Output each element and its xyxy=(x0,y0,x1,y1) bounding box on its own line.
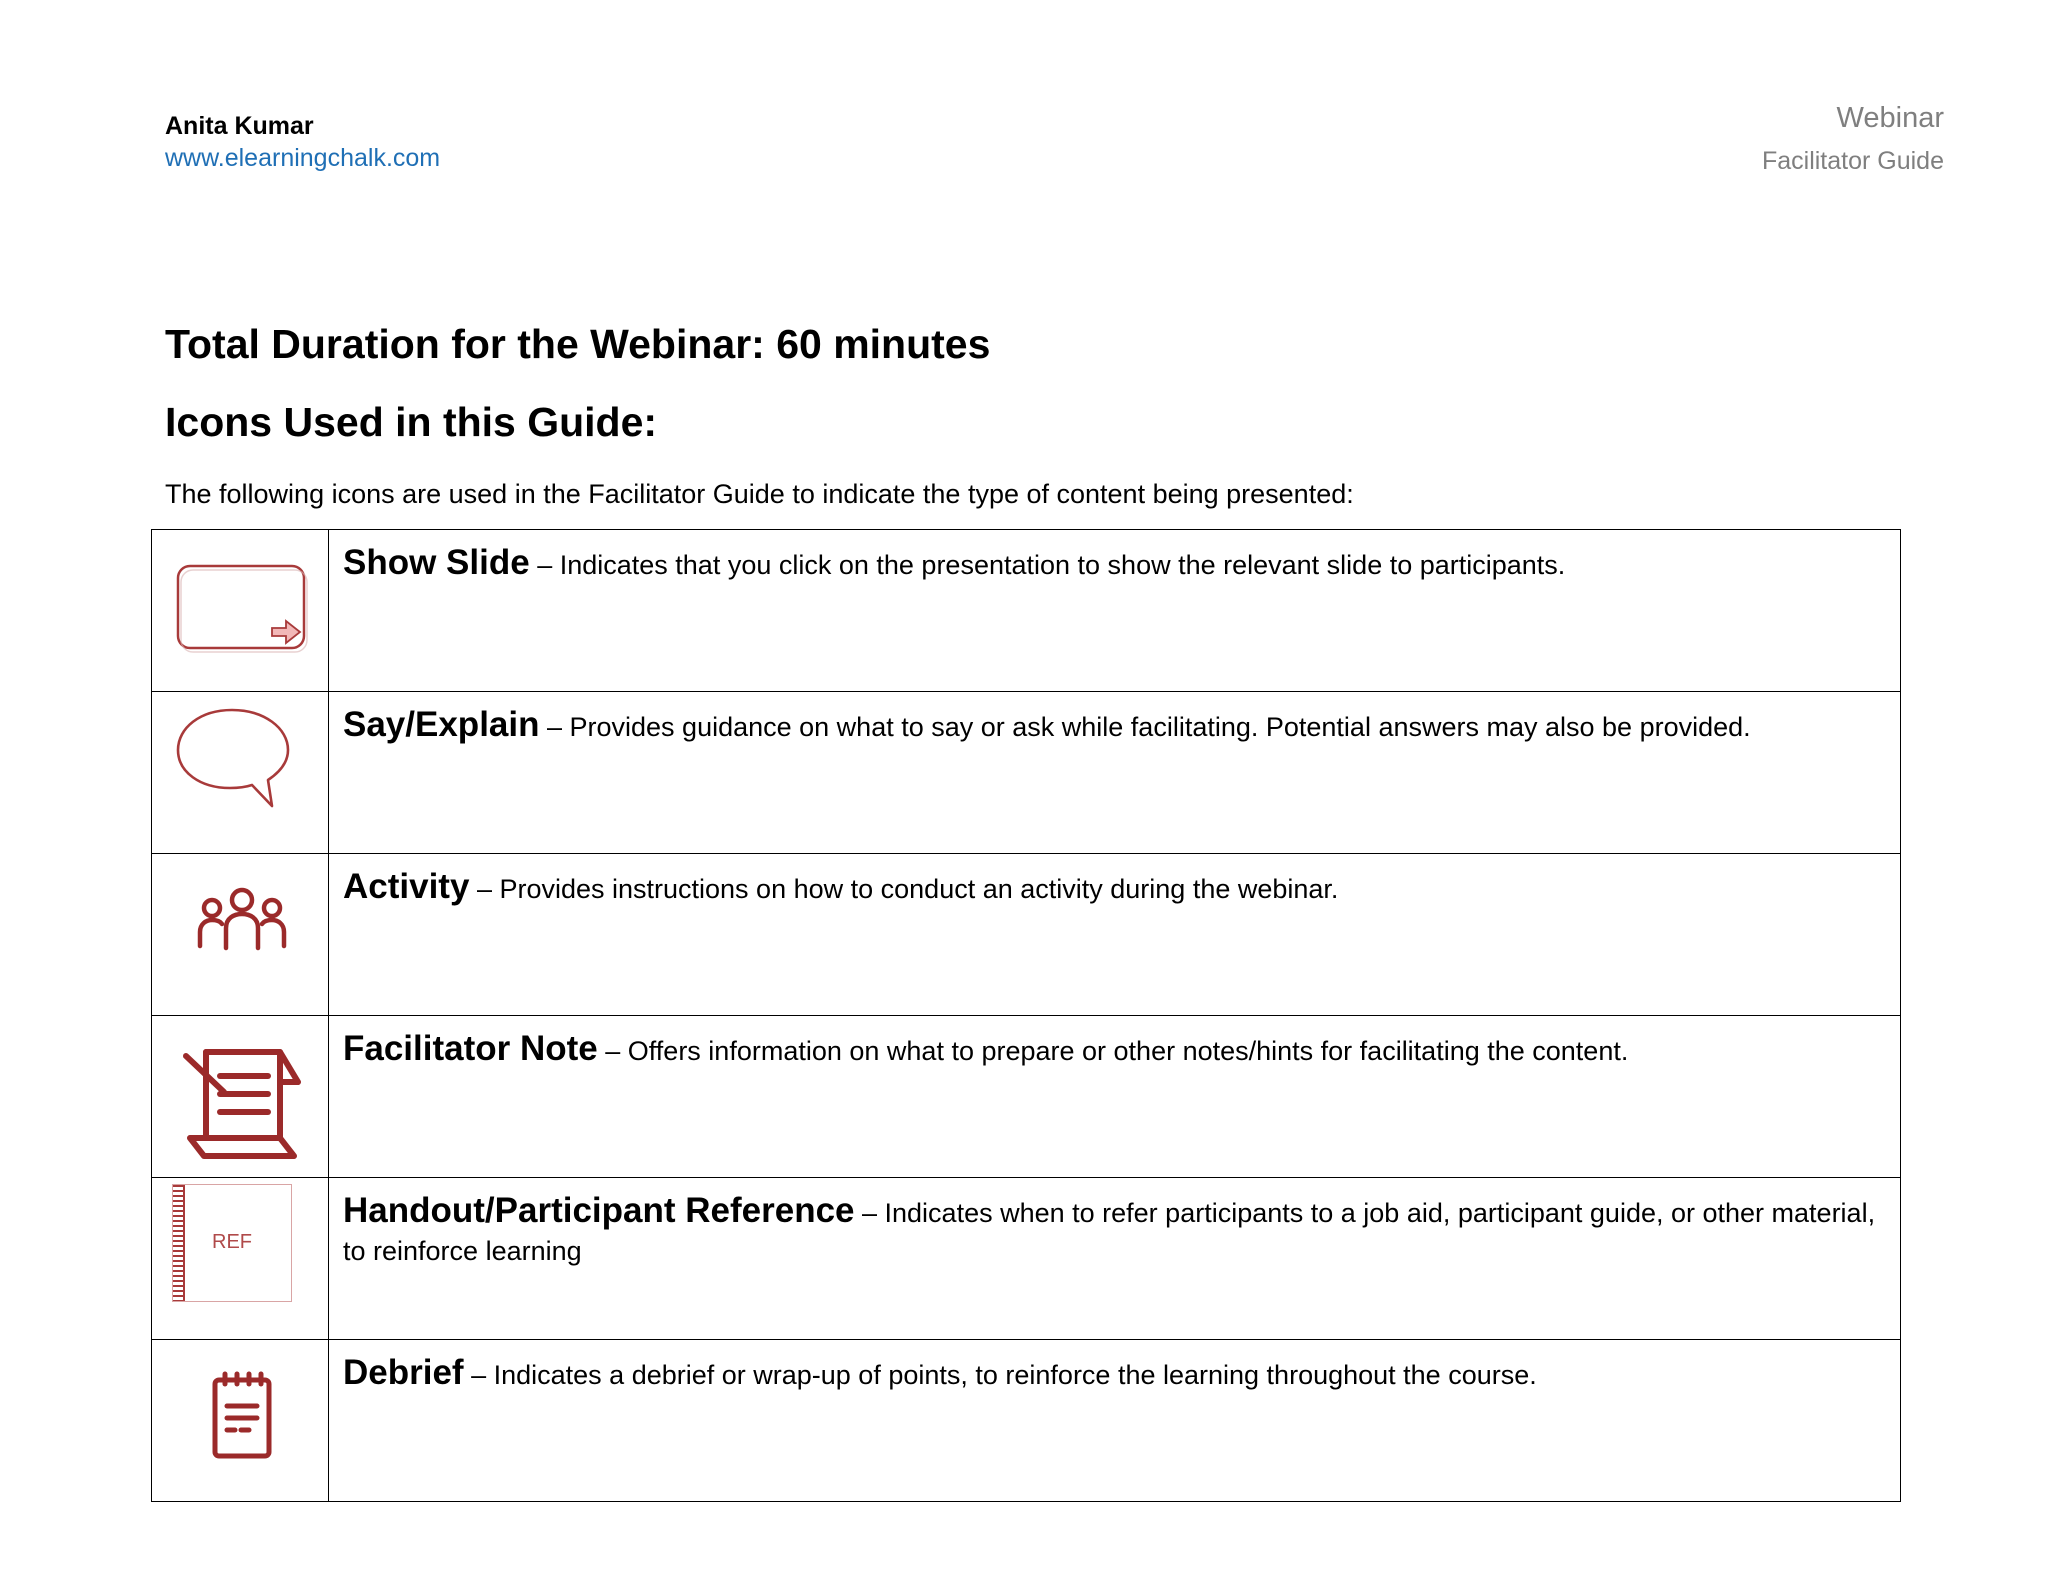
icon-cell xyxy=(152,530,329,692)
speech-bubble-icon xyxy=(172,702,302,812)
scroll-note-icon xyxy=(176,1046,306,1166)
icon-cell xyxy=(152,1016,329,1178)
icon-description: – Offers information on what to prepare or other notes/hints for facilitating the content. xyxy=(597,1036,1629,1066)
icon-description-cell xyxy=(329,530,1901,692)
icon-term: Handout/Participant Reference xyxy=(343,1191,855,1230)
table-row xyxy=(152,530,1901,692)
document-header xyxy=(1762,98,1944,178)
document-title: Webinar xyxy=(1836,102,1944,134)
icon-description: – Indicates that you click on the presentation to show the relevant slide to participants. xyxy=(529,550,1566,580)
author-name: Anita Kumar xyxy=(165,112,314,140)
table-row xyxy=(152,1016,1901,1178)
icon-description-cell xyxy=(329,1340,1901,1502)
icon-description: – Indicates when to refer participants to a job aid, participant guide, or other material, to reinforce learning xyxy=(343,1198,1876,1266)
icon-term: Debrief xyxy=(343,1353,464,1392)
table-row xyxy=(152,1340,1901,1502)
icon-description-cell xyxy=(329,854,1901,1016)
ref-label: REF xyxy=(212,1231,252,1253)
table-row xyxy=(152,1178,1901,1340)
slide-icon xyxy=(172,558,312,658)
icon-term: Activity xyxy=(343,867,470,906)
icon-cell xyxy=(152,692,329,854)
reference-notebook-icon xyxy=(172,1184,292,1302)
icon-description: – Provides guidance on what to say or ask while facilitating. Potential answers may also be provided. xyxy=(539,712,1751,742)
table-row xyxy=(152,854,1901,1016)
icon-cell xyxy=(152,1178,329,1340)
intro-text: The following icons are used in the Facilitator Guide to indicate the type of content being presented: xyxy=(165,479,1354,509)
icon-cell xyxy=(152,854,329,1016)
author-website-link[interactable]: www.elearningchalk.com xyxy=(165,144,441,172)
icon-description-cell xyxy=(329,1016,1901,1178)
document-subtitle: Facilitator Guide xyxy=(1761,147,1944,175)
icon-description: – Indicates a debrief or wrap-up of points, to reinforce the learning throughout the course. xyxy=(463,1360,1537,1390)
people-group-icon xyxy=(192,884,292,964)
duration-heading: Total Duration for the Webinar: 60 minutes xyxy=(165,321,991,367)
icon-description: – Provides instructions on how to conduct an activity during the webinar. xyxy=(469,874,1339,904)
icon-description-cell xyxy=(329,1178,1901,1340)
author-block xyxy=(165,110,440,174)
icon-term: Facilitator Note xyxy=(343,1029,598,1068)
clipboard-icon xyxy=(207,1370,277,1466)
icon-cell xyxy=(152,1340,329,1502)
table-row xyxy=(152,692,1901,854)
icon-description-cell xyxy=(329,692,1901,854)
icon-term: Show Slide xyxy=(343,543,530,582)
icon-term: Say/Explain xyxy=(343,705,540,744)
icons-heading: Icons Used in this Guide: xyxy=(165,399,658,445)
icon-legend-table xyxy=(151,529,1901,1502)
